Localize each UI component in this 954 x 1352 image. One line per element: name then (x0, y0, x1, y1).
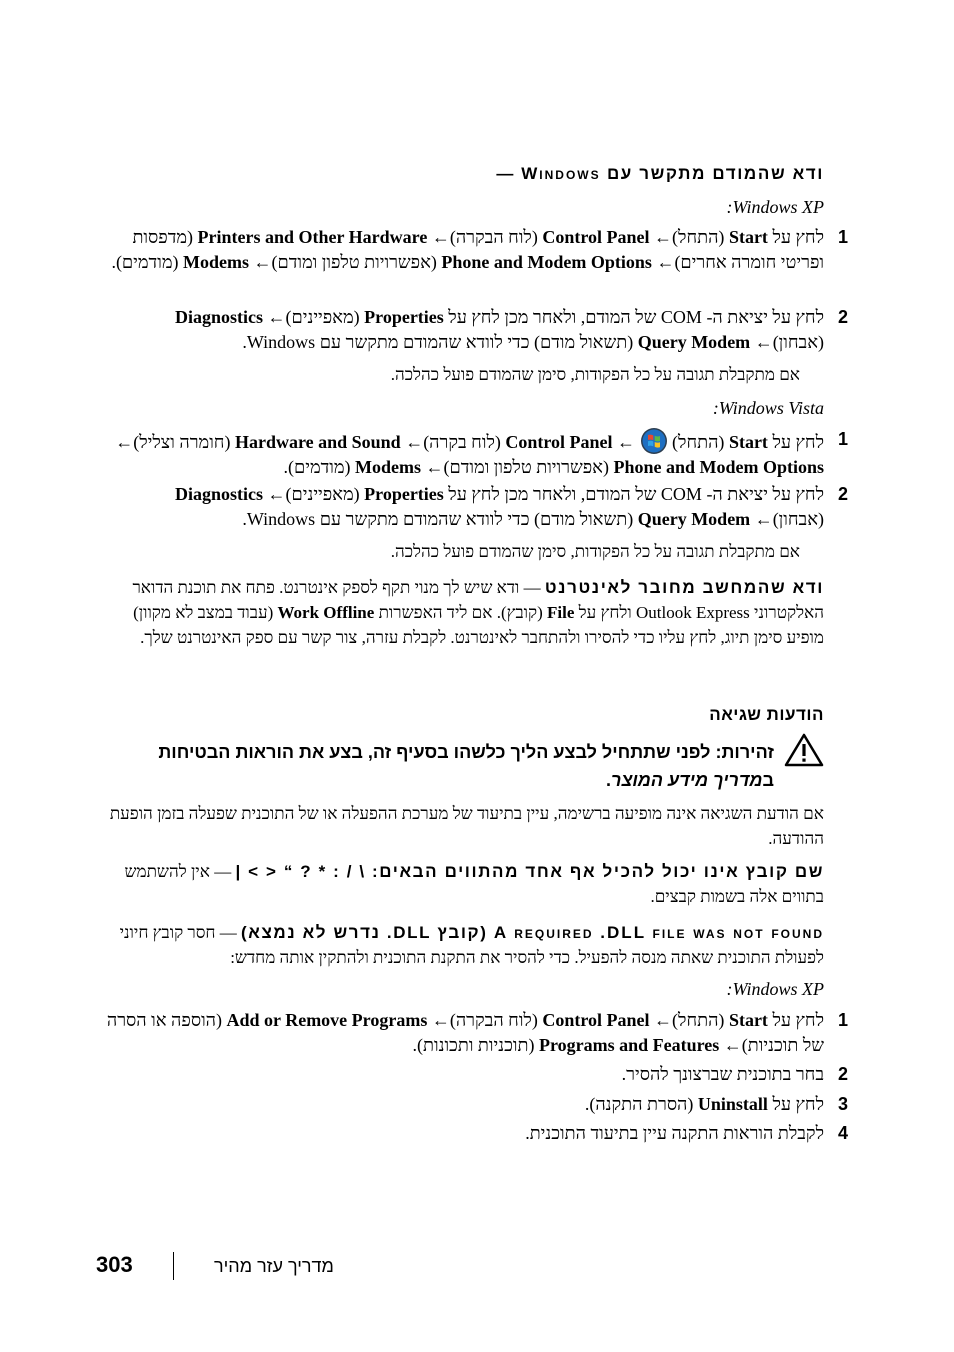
xp-note: אם מתקבלת תגובה על כל הפקודות, סימן שהמודם פועל כהלכה. (390, 365, 800, 384)
warning-icon (784, 733, 824, 767)
dll-step-2: 2 בחר בתוכנית שברצונך להסיר. (621, 1064, 848, 1084)
filename-error: שם קובץ אינו יכול להכיל אף אחד מהתווים הבאים: \ / : * ? “ < > | — אין להשתמש בתווים אלה בשמות קבצים. (124, 862, 824, 906)
vista-step-2: 2 לחץ על יציאת ה- COM של המודם, ולאחר מכן לחץ על Properties (מאפיינים)← Diagnostics (אבחון)← Query Modem (תשאול מודם) כדי לוודא שהמודם מתקשר עם Windows. (175, 484, 848, 529)
dll-error-title: A required .DLL file was not found (קובץ DLL. נדרש לא נמצא) (241, 923, 824, 942)
dll-step-4: 4 לקבלת הוראות התקנה עיין בתיעוד התוכנית. (525, 1123, 848, 1143)
warning-notice: זהירות: לפני שתתחיל לבצע הליך כלשהו בסעיף זה, בצע את הוראות הבטיחות במדריך מידע המוצר. (158, 742, 774, 790)
filename-error-title: שם קובץ אינו יכול להכיל אף אחד מהתווים הבאים: \ / : * ? “ < > | (235, 862, 824, 881)
dll-step-3: 3 לחץ על Uninstall (הסרת התקנה). (584, 1094, 848, 1114)
footer-divider (173, 1252, 174, 1280)
dll-error: A required .DLL file was not found (קובץ DLL. נדרש לא נמצא) — חסר קובץ חיוני לפעולת התוכנית שאתה מנסה להפעיל. כדי להסיר את התקנת התוכנית ולהתקין אותה מחדש: (119, 923, 824, 967)
internet-section-title: ודא שהמחשב מחובר לאינטרנט (544, 578, 824, 597)
internet-section: ודא שהמחשב מחובר לאינטרנט — ודא שיש לך מנוי תקף לספק אינטרנט. פתח את תוכנת הדואר האלקטרוני Outlook Express ולחץ על File (קובץ). אם ליד האפשרות Work Offline (עבוד במצב לא מקוון) מופיע סימן תיוג, לחץ עליו כדי להסירו ולהתחבר לאינטרנט. לקבלת עזרה, צור קשר עם ספק האינטרנט שלך. (132, 578, 824, 647)
errors-intro: אם הודעת השגיאה אינה מופיעה ברשימה, עיין בתיעוד של מערכת ההפעלה או של התוכנית שפעלה בזמן הופעת ההודעה. (109, 804, 824, 848)
modem-section-title: ודא שהמודם מתקשר עם Windows — (496, 164, 824, 183)
errors-section-title: הודעות שגיאה (709, 705, 824, 724)
footer-title: מדריך עזר מהיר (214, 1256, 334, 1276)
dll-step-1: 1 לחץ על Start (התחל)← Control Panel (לוח הבקרה)← Add or Remove Programs (הוספה או הסרה של תוכניות)← Programs and Features (תוכניות ותכונות). (106, 1010, 848, 1055)
vista-step-1: 1 לחץ על Start (התחל) ← Control Panel (לוח בקרה)← Hardware and Sound (חומרה וצליל)← Phone and Modem Options (אפשרויות טלפון ומודם)← Modems (מודמים). (115, 429, 848, 477)
xp-step-2: 2 לחץ על יציאת ה- COM של המודם, ולאחר מכן לחץ על Properties (מאפיינים)← Diagnostics (אבחון)← Query Modem (תשאול מודם) כדי לוודא שהמודם מתקשר עם Windows. (175, 307, 848, 352)
vista-note: אם מתקבלת תגובה על כל הפקודות, סימן שהמודם פועל כהלכה. (390, 542, 800, 561)
os-label-xp-2: :Windows XP (726, 979, 824, 999)
os-label-vista: :Windows Vista (712, 398, 824, 418)
os-label-xp: :Windows XP (726, 197, 824, 217)
windows-start-icon (640, 427, 668, 455)
xp-step-1: 1 לחץ על Start (התחל)← Control Panel (לוח הבקרה)← Printers and Other Hardware (מדפסות ופריטי חומרה אחרים)← Phone and Modem Options (אפשרויות טלפון ומודם)← Modems (מודמים). (111, 227, 848, 272)
page-number: 303 (96, 1252, 133, 1277)
